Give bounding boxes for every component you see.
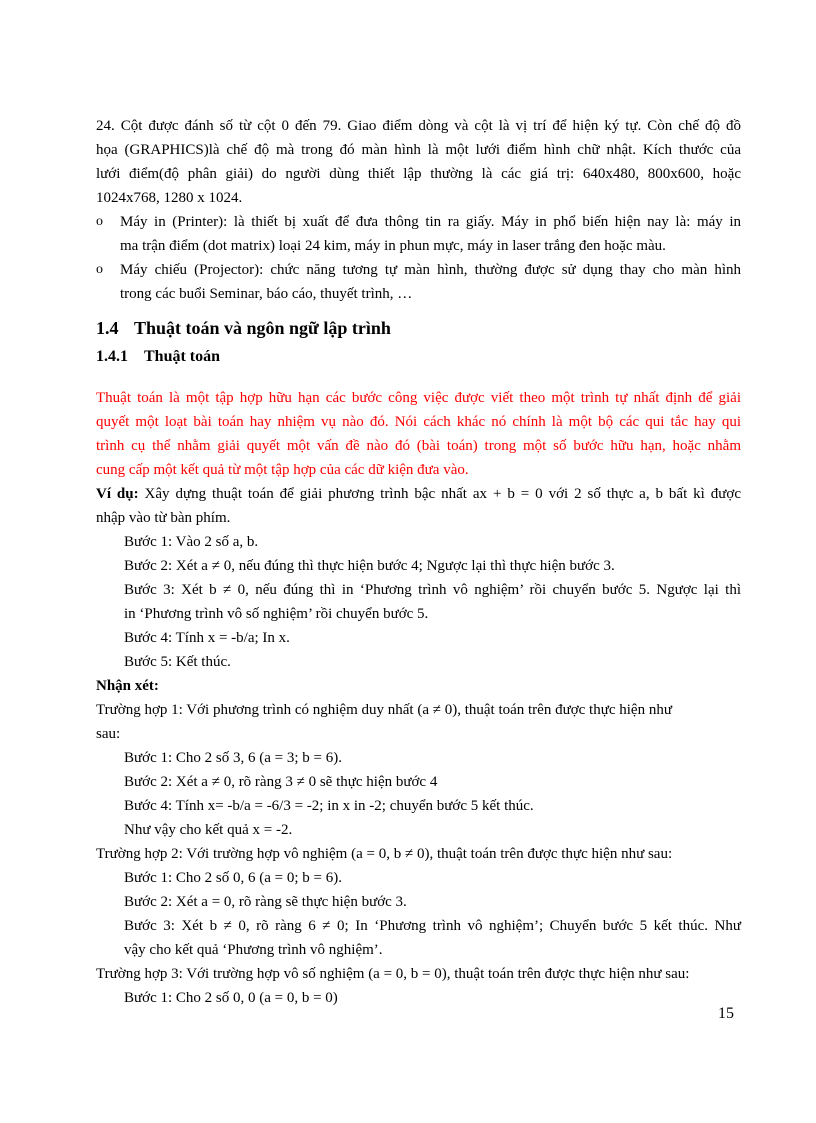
bullet-projector-line-2: trong các buổi Seminar, báo cáo, thuyết trình, … [120, 286, 413, 302]
example-text: Xây dựng thuật toán để giải phương trình bậc nhất ax + b = 0 với 2 số thực a, b bất kì được [138, 486, 741, 502]
section-title: Thuật toán và ngôn ngữ lập trình [134, 318, 391, 338]
remarks-label: Nhận xét: [96, 678, 159, 694]
example-step-1: Bước 1: Vào 2 số a, b. [124, 534, 259, 550]
subsection-title: Thuật toán [144, 348, 221, 365]
example-step-4: Bước 4: Tính x = -b/a; In x. [124, 630, 290, 646]
bullet-circle-icon: o [96, 262, 103, 277]
case-1-line-2: sau: [96, 726, 121, 742]
case-1-line-1: Trường hợp 1: Với phương trình có nghiệm duy nhất (a ≠ 0), thuật toán trên được thực hiện như [96, 702, 672, 718]
intro-line-4: 1024x768, 1280 x 1024. [96, 190, 243, 206]
section-number: 1.4 [96, 318, 119, 338]
example-step-5: Bước 5: Kết thúc. [124, 654, 231, 670]
case-2-step-2: Bước 2: Xét a = 0, rõ ràng sẽ thực hiện bước 3. [124, 894, 407, 910]
definition-line-2: quyết một loạt bài toán hay nhiệm vụ nào đó. Nói cách khác nó chính là một bộ các qui tắc hay qui [96, 414, 741, 430]
definition-line-1: Thuật toán là một tập hợp hữu hạn các bước công việc được viết theo một trình tự nhất định để giải [96, 390, 741, 406]
case-1-step-2: Bước 2: Xét a ≠ 0, rõ ràng 3 ≠ 0 sẽ thực hiện bước 4 [124, 774, 438, 790]
example-step-3-line-2: in ‘Phương trình vô số nghiệm’ rồi chuyển bước 5. [124, 606, 429, 622]
case-2-step-1: Bước 1: Cho 2 số 0, 6 (a = 0; b = 6). [124, 870, 342, 886]
bullet-projector-line-1: Máy chiếu (Projector): chức năng tương tự màn hình, thường được sử dụng thay cho màn hình [120, 262, 741, 278]
case-1-step-1: Bước 1: Cho 2 số 3, 6 (a = 3; b = 6). [124, 750, 342, 766]
case-1-step-4: Bước 4: Tính x= -b/a = -6/3 = -2; in x in -2; chuyển bước 5 kết thúc. [124, 798, 534, 814]
example-line-1 [96, 484, 741, 504]
case-3-line-1: Trường hợp 3: Với trường hợp vô số nghiệm (a = 0, b = 0), thuật toán trên được thực hiện như sau: [96, 966, 690, 982]
bullet-circle-icon: o [96, 214, 103, 229]
case-1-result: Như vậy cho kết quả x = -2. [124, 822, 293, 838]
definition-line-4: cung cấp một kết quả từ một tập hợp của các dữ kiện đưa vào. [96, 462, 469, 478]
intro-line-3: lưới điểm(độ phân giải) do người dùng thiết lập thường là các giá trị: 640x480, 800x600, hoặc [96, 166, 741, 182]
example-label: Ví dụ: [96, 486, 139, 502]
intro-line-2: họa (GRAPHICS)là chế độ mà trong đó màn hình là một lưới điểm hình chữ nhật. Kích thước của [96, 142, 741, 158]
example-step-2: Bước 2: Xét a ≠ 0, nếu đúng thì thực hiện bước 4; Ngược lại thì thực hiện bước 3. [124, 558, 615, 574]
case-2-step-3-line-2: vậy cho kết quả ‘Phương trình vô nghiệm’. [124, 942, 383, 958]
intro-line-1: 24. Cột được đánh số từ cột 0 đến 79. Giao điểm dòng và cột là vị trí để hiện ký tự. Còn chế độ đồ [96, 118, 741, 134]
case-3-step-1: Bước 1: Cho 2 số 0, 0 (a = 0, b = 0) [124, 990, 338, 1006]
case-2-line-1: Trường hợp 2: Với trường hợp vô nghiệm (a = 0, b ≠ 0), thuật toán trên được thực hiện như sau: [96, 846, 673, 862]
subsection-heading [96, 346, 220, 368]
bullet-printer-line-1: Máy in (Printer): là thiết bị xuất để đưa thông tin ra giấy. Máy in phổ biến hiện nay là: máy in [120, 214, 741, 230]
case-2-step-3-line-1: Bước 3: Xét b ≠ 0, rõ ràng 6 ≠ 0; In ‘Phương trình vô nghiệm’; Chuyển bước 5 kết thúc. Như [124, 918, 741, 934]
page-number: 15 [718, 1005, 734, 1022]
definition-line-3: trình cụ thể nhằm giải quyết một vấn đề nào đó (bài toán) trong một số bước hữu hạn, hoặc nhằm [96, 438, 741, 454]
example-line-2: nhập vào từ bàn phím. [96, 510, 231, 526]
subsection-number: 1.4.1 [96, 348, 128, 365]
example-step-3-line-1: Bước 3: Xét b ≠ 0, nếu đúng thì in ‘Phương trình vô nghiệm’ rồi chuyển bước 5. Ngược lại thì [124, 582, 741, 598]
bullet-printer-line-2: ma trận điểm (dot matrix) loại 24 kim, máy in phun mực, máy in laser trắng đen hoặc màu. [120, 238, 666, 254]
section-heading [96, 316, 391, 340]
